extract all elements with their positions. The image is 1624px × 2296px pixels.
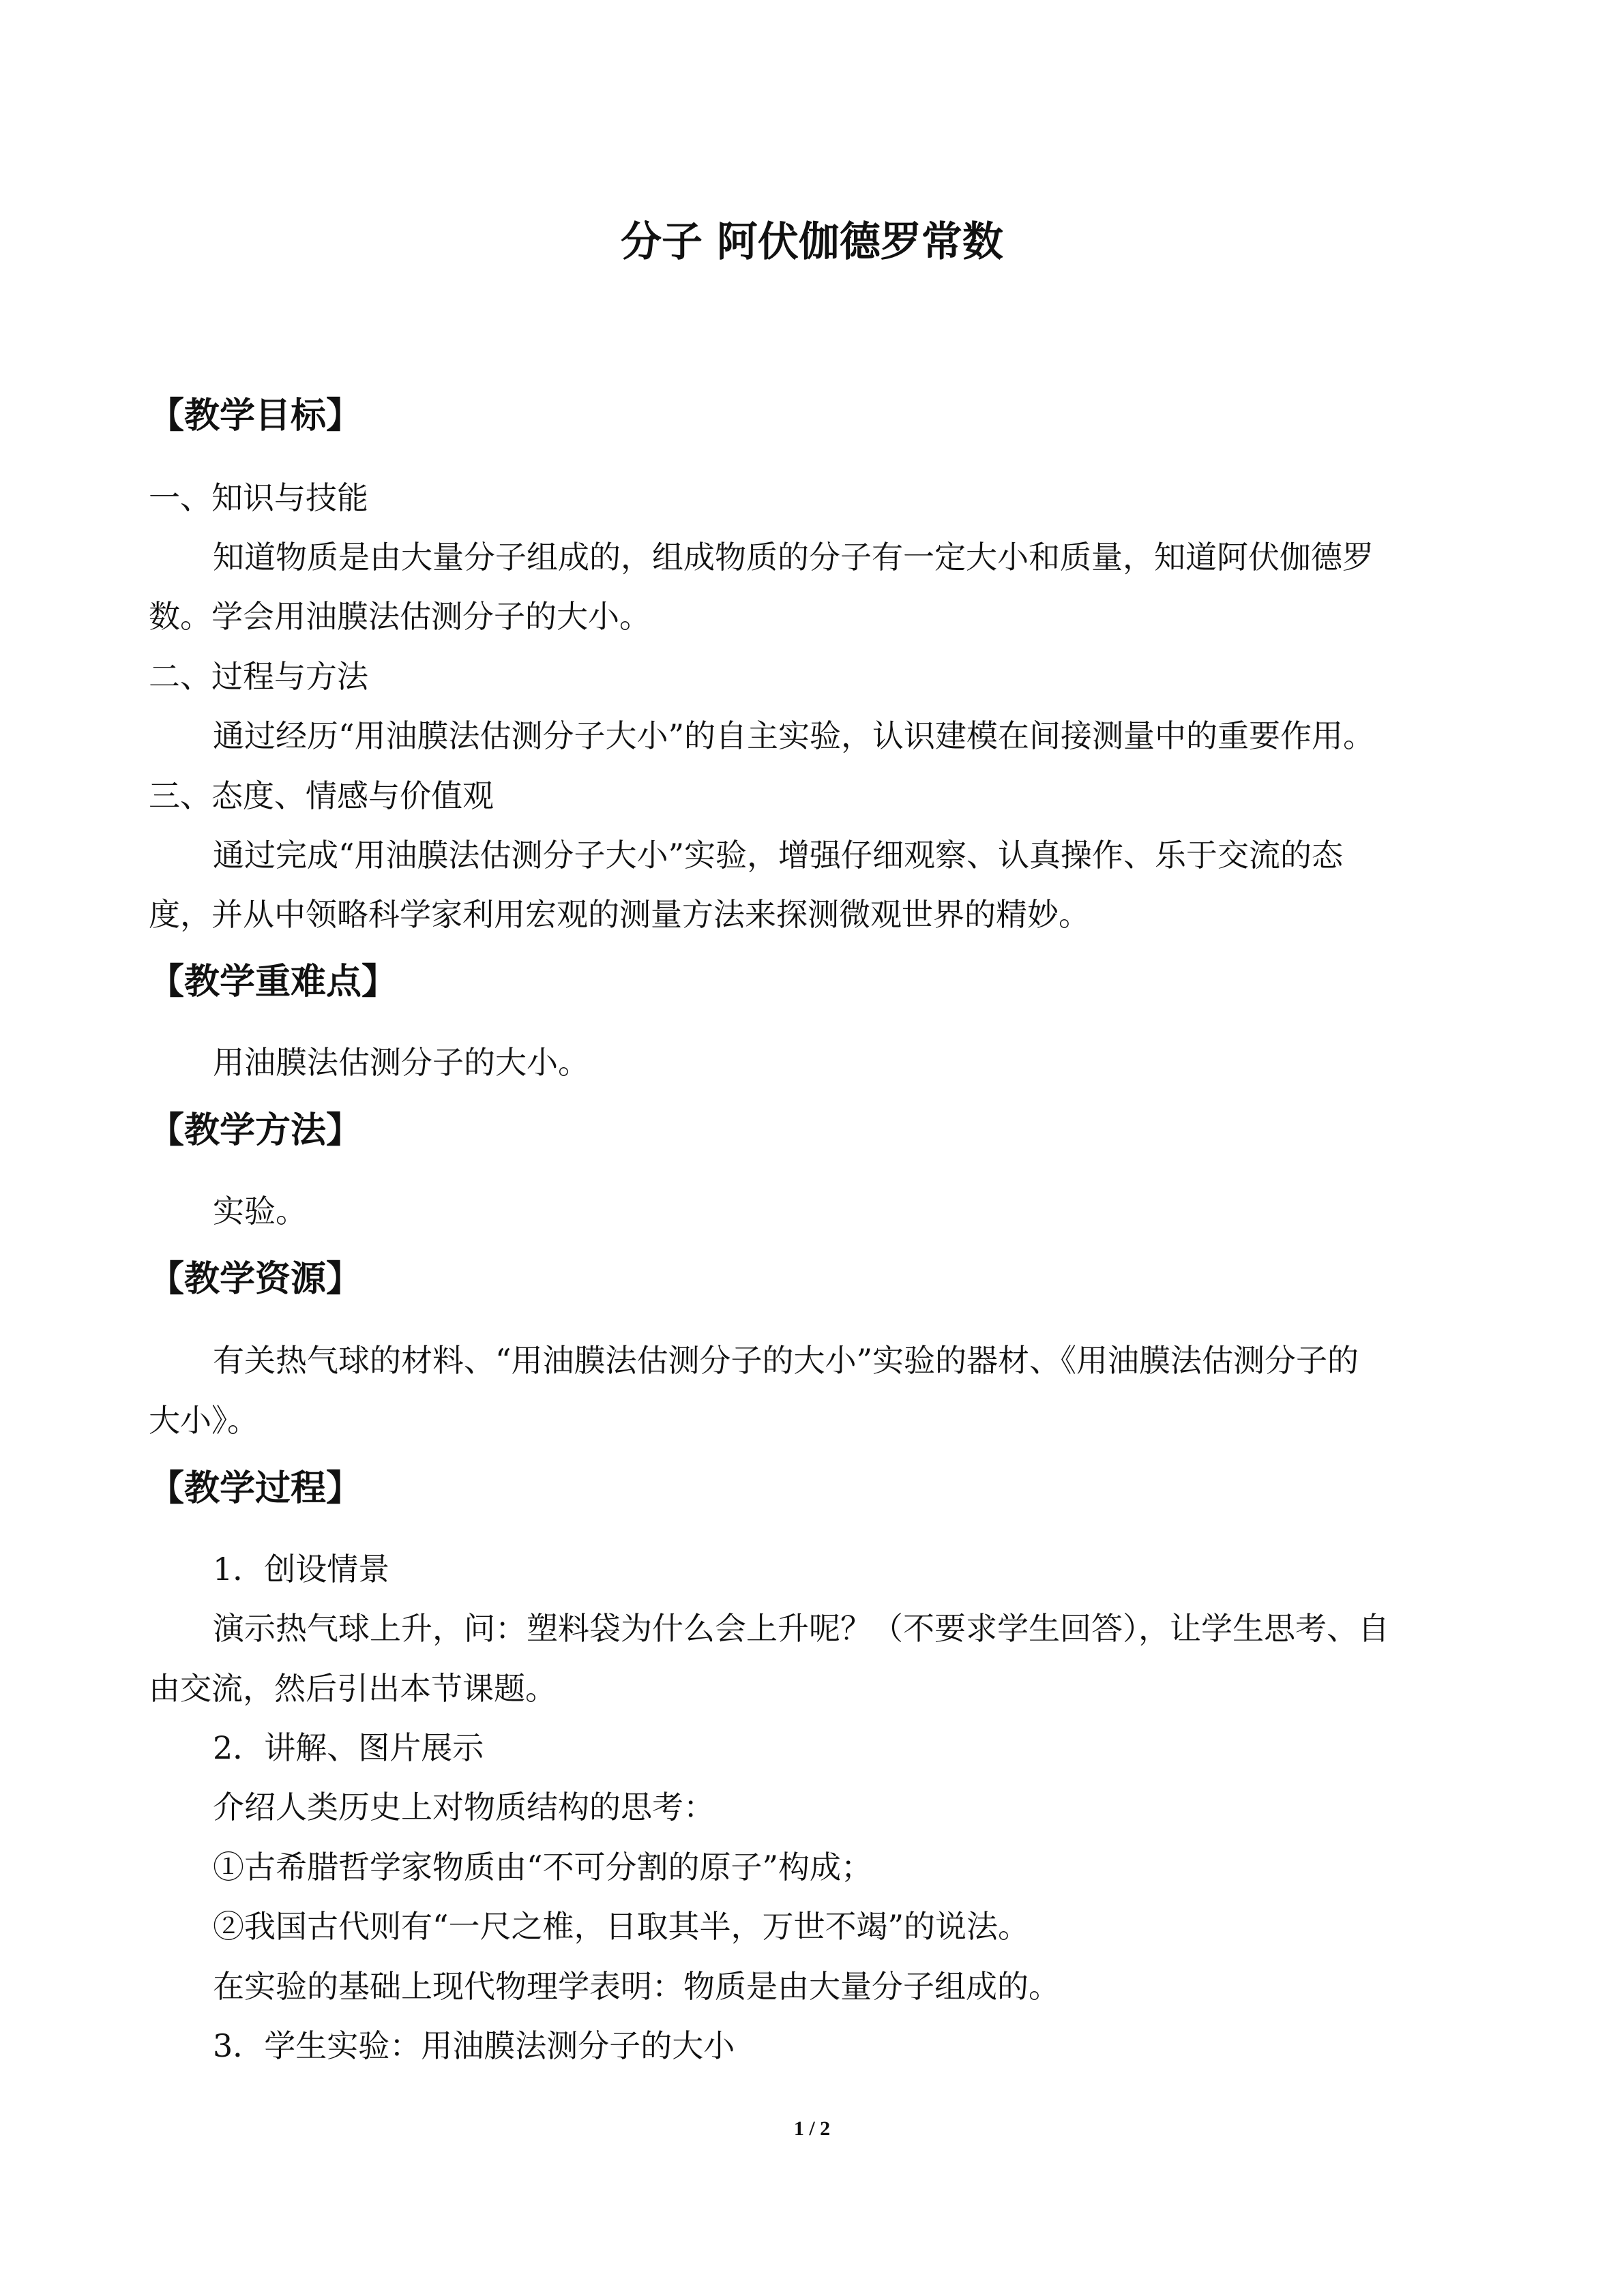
process-step2-intro: 介绍人类历史上对物质结构的思考： — [213, 1789, 715, 1825]
heading-methods: 【教学方法】 — [149, 1110, 362, 1151]
process-step2-conclusion: 在实验的基础上现代物理学表明：物质是由大量分子组成的。 — [213, 1968, 1060, 2005]
process-step1-text-line1: 演示热气球上升，问：塑料袋为什么会上升呢？（不要求学生回答），让学生思考、自 — [213, 1610, 1389, 1647]
page-number: 1 / 2 — [793, 2117, 831, 2140]
objective-2-text-line1: 通过经历“用油膜法估测分子大小”的自主实验，认识建模在间接测量中的重要作用。 — [213, 717, 1375, 754]
heading-objectives: 【教学目标】 — [149, 396, 362, 436]
process-step2-label: 2．讲解、图片展示 — [213, 1729, 484, 1766]
resources-text-line2: 大小》。 — [149, 1402, 259, 1439]
process-step1-label: 1．创设情景 — [213, 1551, 390, 1587]
process-step2-point2: ②我国古代则有“一尺之椎，日取其半，万世不竭”的说法。 — [213, 1908, 1030, 1945]
objective-3-label: 三、态度、情感与价值观 — [149, 777, 494, 814]
page-title: 分子 阿伏伽德罗常数 — [621, 218, 1003, 266]
objective-3-text-line1: 通过完成“用油膜法估测分子大小”实验，增强仔细观察、认真操作、乐于交流的态 — [213, 837, 1344, 874]
objective-2-label: 二、过程与方法 — [149, 658, 368, 695]
key-points-text: 用油膜法估测分子的大小。 — [213, 1044, 589, 1081]
process-step1-text-line2: 由交流，然后引出本节课题。 — [149, 1670, 557, 1707]
heading-key-points: 【教学重难点】 — [149, 961, 398, 1002]
objective-3-text-line2: 度，并从中领略科学家利用宏观的测量方法来探测微观世界的精妙。 — [149, 896, 1090, 933]
objective-1-label: 一、知识与技能 — [149, 479, 368, 516]
process-step3-label: 3．学生实验：用油膜法测分子的大小 — [213, 2027, 735, 2064]
heading-resources: 【教学资源】 — [149, 1259, 362, 1300]
objective-1-text-line1: 知道物质是由大量分子组成的，组成物质的分子有一定大小和质量，知道阿伏伽德罗 — [213, 539, 1374, 576]
resources-text-line1: 有关热气球的材料、“用油膜法估测分子的大小”实验的器材、《用油膜法估测分子的 — [213, 1342, 1359, 1379]
heading-process: 【教学过程】 — [149, 1468, 362, 1509]
objective-1-text-line2: 数。学会用油膜法估测分子的大小。 — [149, 598, 651, 635]
process-step2-point1: ①古希腊哲学家物质由“不可分割的原子”构成； — [213, 1849, 873, 1885]
methods-text: 实验。 — [213, 1193, 307, 1229]
